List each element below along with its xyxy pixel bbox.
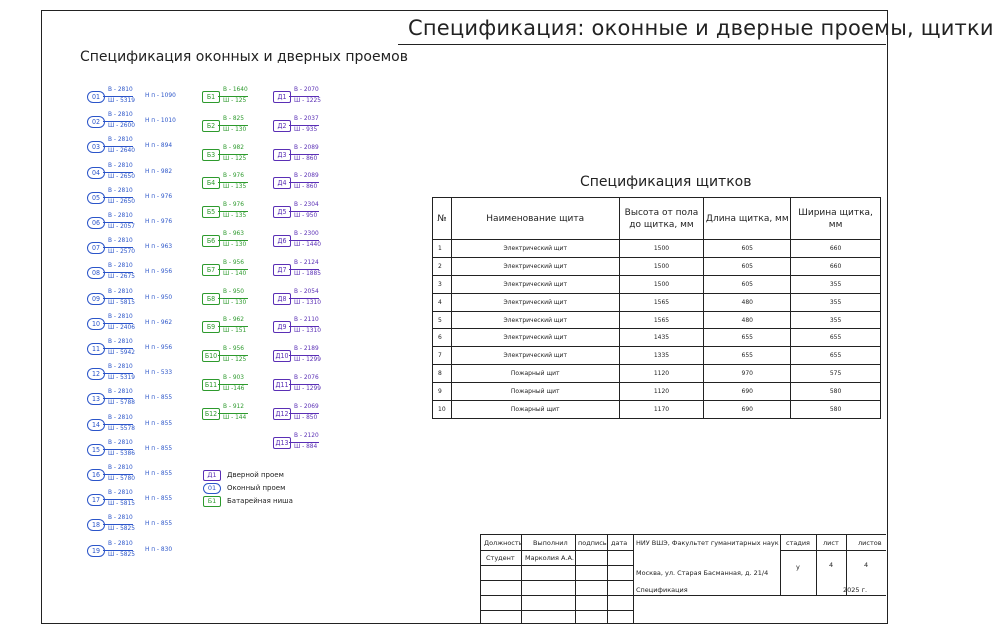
table-row xyxy=(433,311,881,329)
windows-tag: 12 xyxy=(87,368,105,380)
panels-cell: 655 xyxy=(704,347,791,365)
panels-cell: Электрический щит xyxy=(451,347,619,365)
panels-cell: 605 xyxy=(704,257,791,275)
windows-tag: 04 xyxy=(87,167,105,179)
windows-sill-height: Н п - 1090 xyxy=(145,91,176,99)
windows-width: Ш - 2640 xyxy=(108,146,135,155)
windows-sill-height: Н п - 855 xyxy=(145,519,173,528)
windows-tag: 11 xyxy=(87,343,105,355)
windows-height: В - 2810 xyxy=(108,110,133,119)
legend-text: Дверной проем xyxy=(227,471,284,479)
panels-cell: 655 xyxy=(791,329,881,347)
table-row xyxy=(433,240,881,258)
panels-cell: 5 xyxy=(433,311,452,329)
panels-header-cell: Высота от пола до щитка, мм xyxy=(619,198,704,240)
page-title: Спецификация: оконные и дверные проемы, щитки xyxy=(408,16,994,40)
windows-height: В - 2810 xyxy=(108,236,133,245)
panels-cell: Электрический щит xyxy=(451,293,619,311)
windows-height: В - 2810 xyxy=(108,362,133,371)
doors-tag: Д4 xyxy=(273,177,291,189)
doors-tag: Д13 xyxy=(273,437,291,449)
niches-height: В - 963 xyxy=(223,229,244,237)
niches-tag: Б5 xyxy=(202,206,220,218)
niches-height: В - 956 xyxy=(223,257,244,266)
title-underline xyxy=(398,44,886,45)
windows-tag: 18 xyxy=(87,519,105,531)
stamp-date-header: дата xyxy=(611,539,628,547)
niches-height: В - 956 xyxy=(223,344,244,353)
panels-cell: 10 xyxy=(433,401,452,419)
windows-width: Ш - 5788 xyxy=(108,398,135,407)
panels-cell: 575 xyxy=(791,365,881,383)
windows-height: В - 2810 xyxy=(108,211,133,219)
niches-height: В - 976 xyxy=(223,171,244,180)
panels-cell: 7 xyxy=(433,347,452,365)
stamp-stage-header: стадия xyxy=(786,539,810,547)
doors-tag: Д11 xyxy=(273,379,291,391)
panels-cell: 690 xyxy=(704,383,791,401)
windows-sill-height: Н п - 855 xyxy=(145,443,173,452)
doors-width: Ш - 860 xyxy=(294,153,318,162)
legend-item xyxy=(203,496,293,507)
legend-item xyxy=(203,483,285,494)
doors-height: В - 2089 xyxy=(294,142,319,151)
doors-height: В - 2304 xyxy=(294,200,319,209)
panels-cell: 8 xyxy=(433,365,452,383)
niches-height: В - 976 xyxy=(223,200,244,209)
doors-height: В - 2054 xyxy=(294,286,319,295)
panels-cell: 2 xyxy=(433,257,452,275)
panels-cell: Пожарный щит xyxy=(451,401,619,419)
panels-cell: 1120 xyxy=(619,365,704,383)
doors-width: Ш - 1310 xyxy=(294,326,321,335)
windows-tag: 05 xyxy=(87,192,105,204)
windows-tag: 15 xyxy=(87,444,105,456)
windows-width: Ш - 5578 xyxy=(108,423,135,432)
windows-width: Ш - 2570 xyxy=(108,247,135,256)
stamp-year: 2025 г. xyxy=(843,586,868,594)
stamp-position-header: Должность xyxy=(484,539,523,547)
table-row xyxy=(433,293,881,311)
windows-sill-height: Н п - 950 xyxy=(145,292,173,301)
doors-tag: Д2 xyxy=(273,120,291,132)
panels-cell: 605 xyxy=(704,240,791,258)
stamp-done-header: Выполнил xyxy=(533,539,568,547)
niches-width: Ш - 140 xyxy=(223,268,247,277)
panels-header-cell: Длина щитка, мм xyxy=(704,198,791,240)
windows-height: В - 2810 xyxy=(108,337,133,345)
doors-height: В - 2189 xyxy=(294,344,319,353)
windows-tag: 14 xyxy=(87,419,105,431)
windows-height: В - 2810 xyxy=(108,286,133,295)
niches-width: Ш - 125 xyxy=(223,355,247,364)
panels-cell: 580 xyxy=(791,401,881,419)
niches-tag: Б2 xyxy=(202,120,220,132)
niches-tag: Б9 xyxy=(202,321,220,333)
panels-cell: 1335 xyxy=(619,347,704,365)
doors-width: Ш - 1310 xyxy=(294,297,321,306)
windows-width: Ш - 5815 xyxy=(108,499,135,508)
stamp-address: Москва, ул. Старая Басманная, д. 21/4 xyxy=(636,569,769,577)
panels-cell: Пожарный щит xyxy=(451,365,619,383)
table-row xyxy=(433,383,881,401)
panels-cell: 480 xyxy=(704,311,791,329)
windows-tag: 07 xyxy=(87,242,105,254)
doors-width: Ш - 1299 xyxy=(294,384,321,392)
niches-tag: Б3 xyxy=(202,149,220,161)
doors-width: Ш - 1225 xyxy=(294,96,321,104)
panels-cell: 1500 xyxy=(619,257,704,275)
windows-height: В - 2810 xyxy=(108,538,133,547)
table-row xyxy=(433,365,881,383)
windows-height: В - 2810 xyxy=(108,160,133,169)
panels-cell: 690 xyxy=(704,401,791,419)
niches-width: Ш - 135 xyxy=(223,182,247,191)
table-row xyxy=(433,347,881,365)
windows-width: Ш - 5780 xyxy=(108,474,135,482)
windows-sill-height: Н п - 855 xyxy=(145,418,173,427)
panels-cell: Электрический щит xyxy=(451,257,619,275)
stamp-sheet-header: лист xyxy=(823,539,839,547)
panels-table-body xyxy=(433,240,881,419)
niches-width: Ш - 151 xyxy=(223,326,247,335)
windows-width: Ш - 2057 xyxy=(108,222,135,230)
openings-subtitle: Спецификация оконных и дверных проемов xyxy=(80,49,408,65)
panels-cell: 1565 xyxy=(619,293,704,311)
windows-height: В - 2810 xyxy=(108,513,133,522)
panels-cell: 1565 xyxy=(619,311,704,329)
niches-height: В - 982 xyxy=(223,142,244,151)
panels-table xyxy=(432,197,881,419)
niches-width: Ш - 130 xyxy=(223,124,247,133)
panels-cell: 355 xyxy=(791,275,881,293)
windows-height: В - 2810 xyxy=(108,412,133,421)
windows-height: В - 2810 xyxy=(108,463,133,471)
panels-cell: 1120 xyxy=(619,383,704,401)
windows-sill-height: Н п - 982 xyxy=(145,166,173,175)
title-block xyxy=(480,534,886,624)
doors-tag: Д8 xyxy=(273,293,291,305)
panels-cell: 605 xyxy=(704,275,791,293)
windows-width: Ш - 2406 xyxy=(108,322,135,331)
panels-cell: 660 xyxy=(791,240,881,258)
panels-cell: 1170 xyxy=(619,401,704,419)
doors-width: Ш - 935 xyxy=(294,124,318,133)
windows-tag: 09 xyxy=(87,293,105,305)
windows-tag: 16 xyxy=(87,469,105,481)
panels-cell: 655 xyxy=(791,347,881,365)
windows-tag: 08 xyxy=(87,267,105,279)
windows-sill-height: Н п - 962 xyxy=(145,317,173,326)
table-row xyxy=(433,257,881,275)
doors-tag: Д5 xyxy=(273,206,291,218)
doors-height: В - 2076 xyxy=(294,373,319,381)
stamp-sheets: 4 xyxy=(864,561,869,569)
windows-width: Ш - 5386 xyxy=(108,448,135,457)
windows-height: В - 2810 xyxy=(108,488,133,497)
windows-width: Ш - 2650 xyxy=(108,196,135,205)
doors-width: Ш - 1885 xyxy=(294,268,321,277)
windows-tag: 03 xyxy=(87,141,105,153)
legend-text: Оконный проем xyxy=(227,484,286,492)
doors-tag: Д9 xyxy=(273,321,291,333)
niches-tag: Б11 xyxy=(202,379,220,391)
niches-height: В - 912 xyxy=(223,401,244,410)
windows-height: В - 2810 xyxy=(108,437,133,446)
panels-cell: 355 xyxy=(791,311,881,329)
doors-width: Ш - 1299 xyxy=(294,355,321,364)
doors-tag: Д12 xyxy=(273,408,291,420)
windows-sill-height: Н п - 1010 xyxy=(145,116,176,125)
doors-height: В - 2037 xyxy=(294,113,319,122)
niches-height: В - 950 xyxy=(223,286,244,295)
windows-sill-height: Н п - 956 xyxy=(145,267,173,276)
doors-height: В - 2120 xyxy=(294,430,319,439)
doors-width: Ш - 1440 xyxy=(294,240,321,248)
windows-height: В - 2810 xyxy=(108,261,133,270)
legend-text: Батарейная ниша xyxy=(227,497,293,505)
doors-height: В - 2070 xyxy=(294,85,319,93)
windows-sill-height: Н п - 963 xyxy=(145,242,173,251)
panels-cell: 970 xyxy=(704,365,791,383)
panels-cell: 355 xyxy=(791,293,881,311)
niches-height: В - 903 xyxy=(223,373,244,381)
stamp-stage: у xyxy=(796,563,800,571)
niches-tag: Б8 xyxy=(202,293,220,305)
panels-cell: 3 xyxy=(433,275,452,293)
windows-height: В - 2810 xyxy=(108,135,133,144)
doors-tag: Д6 xyxy=(273,235,291,247)
stamp-sheets-header: листов xyxy=(858,539,882,547)
table-row xyxy=(433,275,881,293)
legend-item xyxy=(203,470,284,481)
windows-sill-height: Н п - 894 xyxy=(145,141,173,150)
niches-width: Ш - 135 xyxy=(223,211,247,220)
doors-height: В - 2089 xyxy=(294,171,319,180)
panels-cell: 9 xyxy=(433,383,452,401)
doors-tag: Д10 xyxy=(273,350,291,362)
windows-width: Ш - 2650 xyxy=(108,171,135,180)
doors-width: Ш - 950 xyxy=(294,211,318,220)
legend-tag: Б1 xyxy=(203,496,221,507)
doors-tag: Д1 xyxy=(273,91,291,103)
windows-height: В - 2810 xyxy=(108,185,133,194)
panels-cell: Электрический щит xyxy=(451,275,619,293)
doors-tag: Д3 xyxy=(273,149,291,161)
stamp-sheet: 4 xyxy=(829,561,834,569)
doors-width: Ш - 850 xyxy=(294,412,318,421)
doors-width: Ш - 860 xyxy=(294,182,318,191)
panels-cell: 655 xyxy=(704,329,791,347)
panels-cell: Электрический щит xyxy=(451,329,619,347)
panels-cell: 4 xyxy=(433,293,452,311)
panels-cell: 1500 xyxy=(619,240,704,258)
windows-width: Ш - 5942 xyxy=(108,348,135,356)
windows-width: Ш - 5825 xyxy=(108,524,135,533)
panels-cell: 1 xyxy=(433,240,452,258)
panels-header-cell: № xyxy=(433,198,452,240)
stamp-role: Студент xyxy=(486,554,515,562)
legend-tag: Д1 xyxy=(203,470,221,481)
niches-height: В - 962 xyxy=(223,315,244,324)
panels-cell: 660 xyxy=(791,257,881,275)
windows-tag: 06 xyxy=(87,217,105,229)
windows-tag: 13 xyxy=(87,393,105,405)
doors-width: Ш - 884 xyxy=(294,441,318,450)
panels-table-title: Спецификация щитков xyxy=(580,174,752,190)
windows-sill-height: Н п - 855 xyxy=(145,393,173,402)
windows-width: Ш - 2675 xyxy=(108,272,135,281)
panels-table-header xyxy=(433,198,881,240)
doors-height: В - 2124 xyxy=(294,257,319,266)
windows-tag: 19 xyxy=(87,545,105,557)
panels-cell: Электрический щит xyxy=(451,311,619,329)
windows-sill-height: Н п - 533 xyxy=(145,368,173,377)
niches-width: Ш -146 xyxy=(223,384,245,392)
niches-tag: Б12 xyxy=(202,408,220,420)
niches-width: Ш - 130 xyxy=(223,297,247,306)
windows-tag: 10 xyxy=(87,318,105,330)
stamp-name: Марколия А.А. xyxy=(525,554,575,562)
stamp-document: Спецификация xyxy=(636,586,688,594)
legend-tag: 01 xyxy=(203,483,221,494)
panels-cell: 480 xyxy=(704,293,791,311)
panels-cell: Электрический щит xyxy=(451,240,619,258)
windows-width: Ш - 2600 xyxy=(108,121,135,130)
niches-width: Ш - 125 xyxy=(223,153,247,162)
windows-sill-height: Н п - 976 xyxy=(145,191,173,200)
windows-sill-height: Н п - 830 xyxy=(145,544,173,553)
table-row xyxy=(433,401,881,419)
niches-tag: Б1 xyxy=(202,91,220,103)
niches-width: Ш - 144 xyxy=(223,412,247,421)
panels-header-cell: Наименование щита xyxy=(451,198,619,240)
windows-width: Ш - 5319 xyxy=(108,373,135,382)
windows-height: В - 2810 xyxy=(108,85,133,93)
windows-tag: 02 xyxy=(87,116,105,128)
niches-tag: Б10 xyxy=(202,350,220,362)
windows-width: Ш - 5319 xyxy=(108,96,135,104)
doors-height: В - 2300 xyxy=(294,229,319,237)
niches-tag: Б6 xyxy=(202,235,220,247)
panels-cell: Пожарный щит xyxy=(451,383,619,401)
table-row xyxy=(433,329,881,347)
niches-tag: Б7 xyxy=(202,264,220,276)
windows-width: Ш - 5825 xyxy=(108,549,135,558)
doors-height: В - 2069 xyxy=(294,401,319,410)
windows-height: В - 2810 xyxy=(108,311,133,320)
windows-tag: 17 xyxy=(87,494,105,506)
windows-sill-height: Н п - 855 xyxy=(145,494,173,503)
windows-sill-height: Н п - 976 xyxy=(145,217,173,225)
panels-cell: 1435 xyxy=(619,329,704,347)
windows-width: Ш - 5815 xyxy=(108,297,135,306)
windows-tag: 01 xyxy=(87,91,105,103)
stamp-organization: НИУ ВШЭ, Факультет гуманитарных наук xyxy=(636,539,779,547)
doors-tag: Д7 xyxy=(273,264,291,276)
windows-height: В - 2810 xyxy=(108,387,133,396)
niches-height: В - 1640 xyxy=(223,85,248,93)
niches-tag: Б4 xyxy=(202,177,220,189)
panels-cell: 1500 xyxy=(619,275,704,293)
stamp-sign-header: подпись xyxy=(578,539,607,547)
niches-height: В - 825 xyxy=(223,113,244,122)
panels-header-cell: Ширина щитка, мм xyxy=(791,198,881,240)
panels-cell: 580 xyxy=(791,383,881,401)
windows-sill-height: Н п - 956 xyxy=(145,343,173,351)
windows-sill-height: Н п - 855 xyxy=(145,469,173,477)
niches-width: Ш - 125 xyxy=(223,96,247,104)
panels-cell: 6 xyxy=(433,329,452,347)
doors-height: В - 2110 xyxy=(294,315,319,324)
niches-width: Ш - 130 xyxy=(223,240,247,248)
